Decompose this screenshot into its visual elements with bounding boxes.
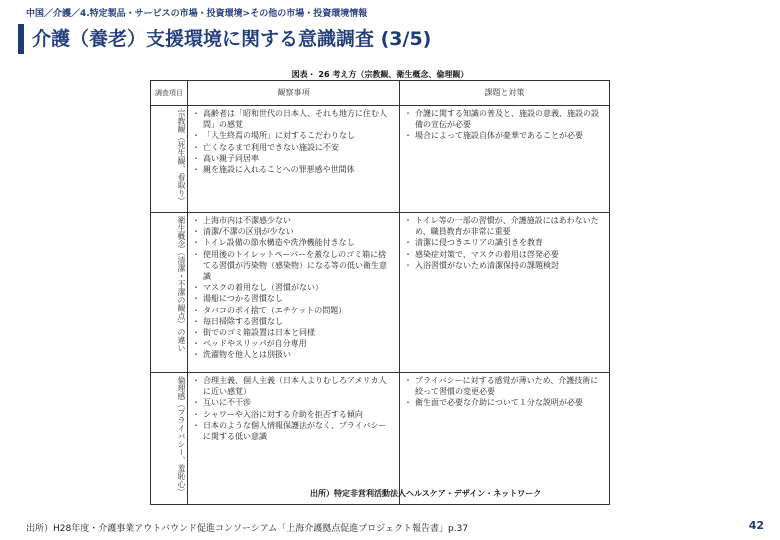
header-issues: 課題と対策 [399,81,609,106]
list-item: ・ 洗濯物を他人とは別扱い [203,349,394,360]
table-caption: 図表・ 26 考え方（宗教観、衛生概念、倫理観） [291,70,469,79]
list-item: ・ トイレ設備の節水構造や洗浄機能付きなし [203,237,394,248]
observations-cell [188,373,400,505]
list-item: ・ 日本のような個人情報保護法がなく、プライバシーに関する低い意識 [203,420,394,442]
list-item: ・ 親を施設に入れることへの罪悪感や世間体 [203,164,394,175]
category-cell [151,213,188,373]
survey-table [150,80,610,505]
issues-cell [399,213,609,373]
list-item: ・ 高齢者は「昭和世代の日本人、それも地方に住む人間」の感覚 [203,108,394,130]
list-item: ・ 互いに不干渉 [203,397,394,408]
page-number: 42 [748,519,764,532]
observations-cell [188,106,400,213]
list-item: ・ 上海市内は不潔感少ない [203,215,394,226]
category-label: 倫理感（プライバシー、羞恥心） [177,376,186,496]
list-item: ・ 場合によって施設自体が豪華であることが必要 [415,130,604,141]
list-item: ・ 衛生面で必要な介助について１分な説明が必要 [415,397,604,408]
breadcrumb: 中国／介護／4.特定製品・サービスの市場・投資環境>その他の市場・投資環境情報 [26,9,368,19]
list-item: ・ 湯船につかる習慣なし [203,293,394,304]
list-item: ・ ベッドやスリッパが自分専用 [203,338,394,349]
table-row [151,373,610,505]
page-title: 介護（養老）支援環境に関する意識調査 (3/5) [32,28,432,50]
list-item: ・ 合理主義、個人主義（日本人よりむしろアメリカ人に近い感覚） [203,375,394,397]
list-item: ・ 街でのゴミ箱設置は日本と同様 [203,327,394,338]
list-item: ・ 使用後のトイレットペーパーを蓋なしのゴミ箱に捨てる習慣が汚染物（感染物）になる等の低い衛生意識 [203,249,394,283]
table-row [151,213,610,373]
list-item: ・ プライバシーに対する感覚が薄いため、介護技術に絞って習慣の変更必要 [415,375,604,397]
list-item: ・ マスクの着用なし（習慣がない） [203,282,394,293]
list-item: ・ シャワーや入浴に対する介助を拒否する傾向 [203,409,394,420]
table-row [151,106,610,213]
list-item: ・ 「人生終焉の場所」に対するこだわりなし [203,130,394,141]
list-item: ・ 高い親子同居率 [203,153,394,164]
list-item: ・ 感染症対策で、マスクの着用は啓発必要 [415,249,604,260]
header-category: 調査項目 [151,81,188,106]
header-observations: 観察事項 [188,81,400,106]
list-item: ・ タバコのポイ捨て（エチケットの問題） [203,305,394,316]
table-header-row [151,81,610,106]
issues-cell [399,373,609,505]
list-item: ・ 介護に関する知識の普及と、施設の意義、施設の設備の宣伝が必要 [415,108,604,130]
list-item: ・ 清潔に侵つきエリアの識引きを教育 [415,237,604,248]
list-item: ・ 入浴習慣がないため清潔保持の課題検討 [415,260,604,271]
category-cell [151,106,188,213]
table-source: 出所）特定非営利活動法人ヘルスケア・デザイン・ネットワーク [310,489,542,498]
category-cell [151,373,188,505]
category-label: 宗教観（死生観、看取り） [177,109,186,205]
observations-cell [188,213,400,373]
list-item: ・ 毎日掃除する習慣なし [203,316,394,327]
list-item: ・ 清潔/不潔の区別が少ない [203,226,394,237]
issues-cell [399,106,609,213]
title-accent-bar [18,24,24,54]
category-label: 衛生概念（清潔・不潔の観点）の違い [177,216,186,352]
list-item: ・ 亡くなるまで利用できない施設に不安 [203,142,394,153]
footer-source: 出所）H28年度・介護事業アウトバウンド促進コンソーシアム「上海介護拠点促進プロジェクト報告書」p.37 [26,524,469,534]
list-item: ・ トイレ等の一部の習慣が、介護施設にはあわないため、職員教育が非常に重要 [415,215,604,237]
